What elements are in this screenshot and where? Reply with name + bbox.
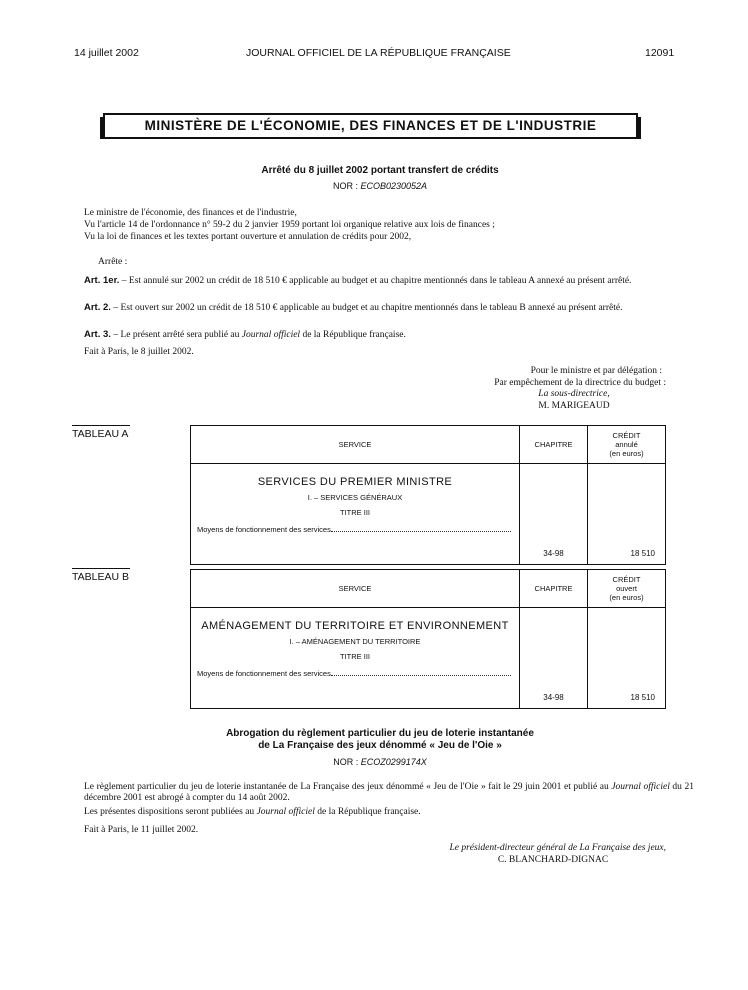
abrogation-paragraph-2: Les présentes dispositions seront publiées au Journal officiel de la République française. — [84, 807, 421, 817]
arrete-intro-1: Le ministre de l'économie, des finances et de l'industrie, — [84, 208, 297, 218]
arrete-signature: Pour le ministre et par délégation : Par empêchement de la directrice du budget : La sous-directrice, M. MARIGEAUD — [494, 366, 666, 411]
col-chapitre: CHAPITRE — [520, 426, 588, 464]
tableau-a-chapitre: 34-98 — [520, 464, 588, 565]
tableau-b — [190, 569, 666, 709]
abrogation-title-2: de La Française des jeux dénommé « Jeu de l'Oie » — [258, 740, 502, 751]
journal-title: JOURNAL OFFICIEL DE LA RÉPUBLIQUE FRANÇAISE — [246, 47, 511, 59]
col-service: SERVICE — [191, 570, 520, 608]
article-2: Art. 2. – Est ouvert sur 2002 un crédit de 18 510 € applicable au budget et au chapitre mentionnés dans le tableau B annexé au présent arrêté. — [84, 302, 623, 313]
tableau-a — [190, 425, 666, 565]
col-service: SERVICE — [191, 426, 520, 464]
tableau-b-chapitre: 34-98 — [520, 608, 588, 709]
page-number: 12091 — [645, 47, 675, 59]
abrogation-signature: Le président-directeur général de La Française des jeux, C. BLANCHARD-DIGNAC — [449, 843, 666, 865]
article-3: Art. 3. – Le présent arrêté sera publié au Journal officiel de la République française. — [84, 329, 406, 340]
col-credit: CRÉDIT annulé (en euros) — [588, 426, 666, 464]
arrete-nor: NOR : ECOB0230052A — [332, 181, 428, 191]
tableau-b-service-cell: AMÉNAGEMENT DU TERRITOIRE ET ENVIRONNEMENT I. – AMÉNAGEMENT DU TERRITOIRE TITRE III Moyens de fonctionnement des services — [191, 608, 520, 709]
tableau-a-label: TABLEAU A — [72, 425, 130, 440]
abrogation-fait: Fait à Paris, le 11 juillet 2002. — [84, 825, 199, 835]
arrete-title: Arrêté du 8 juillet 2002 portant transfert de crédits — [261, 165, 499, 176]
arrete-fait: Fait à Paris, le 8 juillet 2002. — [84, 347, 194, 357]
header-date: 14 juillet 2002 — [74, 47, 139, 59]
tableau-a-service-cell: SERVICES DU PREMIER MINISTRE I. – SERVICES GÉNÉRAUX TITRE III Moyens de fonctionnement des services — [191, 464, 520, 565]
tableau-b-credit: 18 510 — [588, 608, 666, 709]
tableau-a-credit: 18 510 — [588, 464, 666, 565]
article-1: Art. 1er. – Est annulé sur 2002 un crédit de 18 510 € applicable au budget et au chapitre mentionnés dans le tableau A annexé au présent arrêté. — [84, 275, 632, 286]
abrogation-paragraph-1: Le règlement particulier du jeu de loterie instantanée de La Française des jeux dénommé « Jeu de l'Oie » fait le 29 juin 2001 et publié au Journal officiel du 21 décembre 2001 est abrogé à compter du 14 août 2002. — [84, 782, 695, 803]
col-credit: CRÉDIT ouvert (en euros) — [588, 570, 666, 608]
arrete-word: Arrête : — [98, 257, 128, 267]
abrogation-nor: NOR : ECOZ0299174X — [333, 757, 427, 767]
ministry-banner: MINISTÈRE DE L'ÉCONOMIE, DES FINANCES ET DE L'INDUSTRIE — [103, 113, 638, 139]
abrogation-title-1: Abrogation du règlement particulier du jeu de loterie instantanée — [226, 728, 534, 739]
arrete-intro-3: Vu la loi de finances et les textes portant ouverture et annulation de crédits pour 2002, — [84, 232, 412, 242]
arrete-intro-2: Vu l'article 14 de l'ordonnance n° 59-2 du 2 janvier 1959 portant loi organique relative aux lois de finances ; — [84, 220, 495, 230]
tableau-b-label: TABLEAU B — [72, 568, 130, 583]
col-chapitre: CHAPITRE — [520, 570, 588, 608]
